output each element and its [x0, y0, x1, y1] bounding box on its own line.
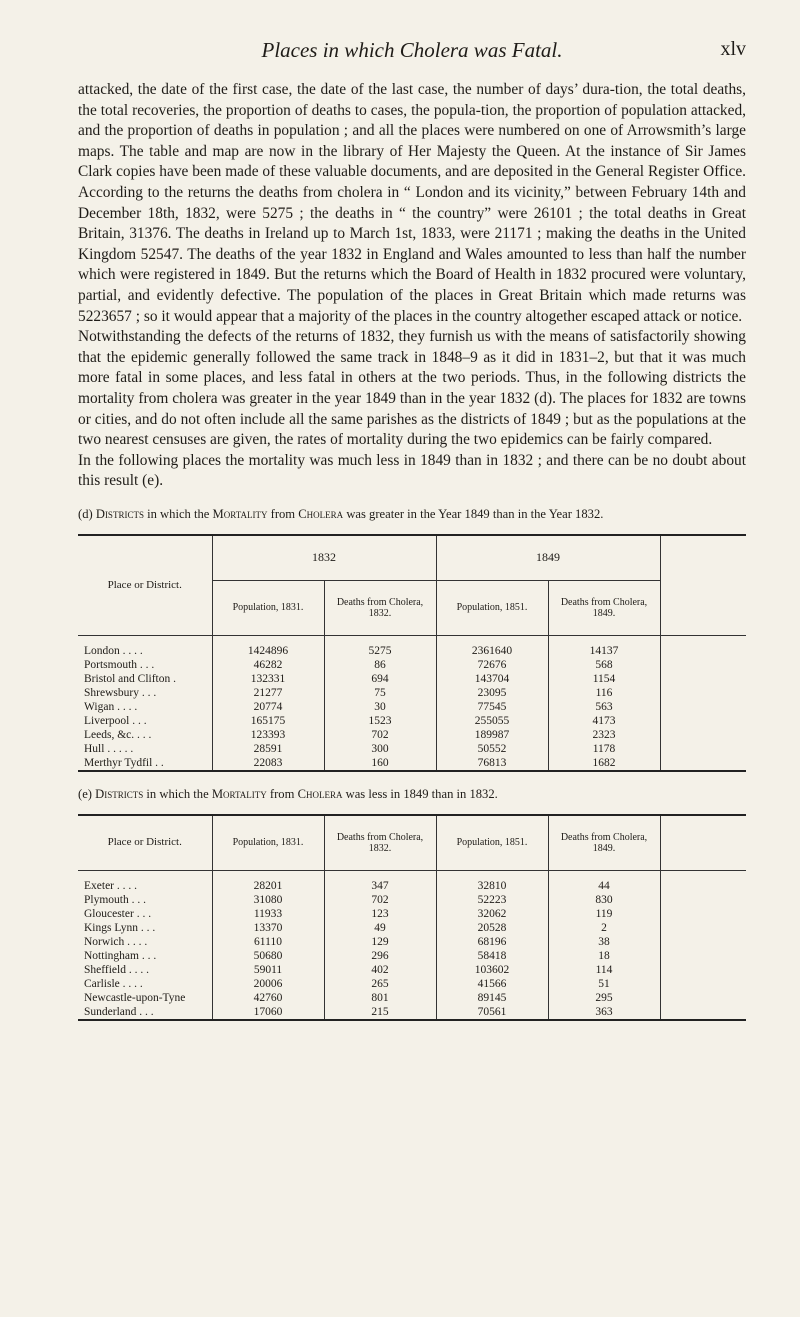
pop-1851-cell: 52223: [436, 893, 548, 907]
paragraph-2: Notwithstanding the defects of the returns of 1832, they furnish us with the means of satisfactorily showing that the epidemic generally followed the same track in 1848–9 as it did in 1831–2, but that it was much more fatal in some places, and less fatal in others at the two periods. Thus, in the following districts the mortality from cholera was greater in the year 1849 than in the year 1832 (d). The places for 1832 are towns or cities, and do not often include all the same parishes as the districts of 1849 ; but as the populations at the two nearest censuses are given, the rates of mortality during the two epidemics can be fairly compared.: [78, 328, 746, 449]
pop-1831-cell: 28201: [212, 879, 324, 893]
table-row: [78, 742, 746, 756]
caption-tail: was greater in the Year 1849 than in the Year 1832.: [346, 506, 604, 521]
pop-1831-cell: 61110: [212, 935, 324, 949]
spacer-cell: [78, 635, 212, 644]
table-e-body: [78, 870, 746, 1020]
header-pop-1851: Population, 1851.: [436, 580, 548, 635]
table-row: [78, 756, 746, 771]
table-d-body: [78, 635, 746, 771]
table-row: [78, 672, 746, 686]
spacer-cell: [548, 635, 660, 644]
pop-1851-cell: 32062: [436, 907, 548, 921]
header-deaths-1832: Deaths from Cholera, 1832.: [324, 815, 436, 871]
blank-cell: [660, 728, 746, 742]
pop-1851-cell: 20528: [436, 921, 548, 935]
deaths-1849-cell: 14137: [548, 644, 660, 658]
deaths-1849-cell: 295: [548, 991, 660, 1005]
deaths-1832-cell: 801: [324, 991, 436, 1005]
place-cell: Leeds, &c. . . .: [84, 728, 152, 741]
pop-1851-cell: 89145: [436, 991, 548, 1005]
pop-1831-cell: 1424896: [212, 644, 324, 658]
caption-districts: Districts: [95, 786, 144, 801]
spacer-cell: [660, 635, 746, 644]
blank-cell: [660, 672, 746, 686]
place-cell: Kings Lynn . . .: [84, 921, 156, 934]
deaths-1832-cell: 702: [324, 728, 436, 742]
deaths-1832-cell: 694: [324, 672, 436, 686]
table-row: [78, 714, 746, 728]
spacer-cell: [324, 635, 436, 644]
place-cell: Merthyr Tydfil . .: [78, 756, 212, 771]
deaths-1849-cell: 2: [548, 921, 660, 935]
table-row: [78, 991, 746, 1005]
blank-cell: [660, 756, 746, 771]
spacer-cell: [660, 870, 746, 879]
pop-1851-cell: 50552: [436, 742, 548, 756]
header-deaths-1832: Deaths from Cholera, 1832.: [324, 580, 436, 635]
spacer-cell: [548, 870, 660, 879]
pop-1851-cell: 23095: [436, 686, 548, 700]
table-row: [78, 977, 746, 991]
caption-cholera: Cholera: [298, 506, 344, 521]
table-row: [78, 879, 746, 893]
header-deaths-1849: Deaths from Cholera, 1849.: [548, 815, 660, 871]
table-row: [78, 893, 746, 907]
table-row: [78, 658, 746, 672]
header-year-1832: 1832: [212, 535, 436, 581]
place-cell: Bristol and Clifton .: [84, 672, 176, 685]
header-pop-1831: Population, 1831.: [212, 815, 324, 871]
deaths-1849-cell: 119: [548, 907, 660, 921]
table-row: [78, 686, 746, 700]
pop-1851-cell: 103602: [436, 963, 548, 977]
pop-1831-cell: 165175: [212, 714, 324, 728]
place-cell: Norwich . . . .: [84, 935, 148, 948]
place-cell: Sheffield . . . .: [84, 963, 149, 976]
header-blank: [660, 815, 746, 871]
spacer-cell: [212, 870, 324, 879]
caption-districts: Districts: [95, 506, 144, 521]
deaths-1832-cell: 49: [324, 921, 436, 935]
table-row: [78, 949, 746, 963]
header-pop-1851: Population, 1851.: [436, 815, 548, 871]
pop-1831-cell: 50680: [212, 949, 324, 963]
caption-from: from: [270, 506, 296, 521]
pop-1831-cell: 11933: [212, 907, 324, 921]
deaths-1832-cell: 296: [324, 949, 436, 963]
header-place: Place or District.: [78, 815, 212, 871]
table-row: [78, 907, 746, 921]
pop-1851-cell: 70561: [436, 1005, 548, 1020]
table-e: [78, 814, 746, 1021]
place-cell: Newcastle-upon-Tyne: [84, 991, 186, 1004]
deaths-1832-cell: 123: [324, 907, 436, 921]
pop-1831-cell: 31080: [212, 893, 324, 907]
deaths-1832-cell: 5275: [324, 644, 436, 658]
deaths-1849-cell: 116: [548, 686, 660, 700]
pop-1831-cell: 20774: [212, 700, 324, 714]
caption-label: (d): [78, 506, 93, 521]
caption-from: from: [269, 786, 295, 801]
pop-1831-cell: 22083: [212, 756, 324, 771]
place-cell: Plymouth . . .: [84, 893, 146, 906]
pop-1851-cell: 255055: [436, 714, 548, 728]
deaths-1832-cell: 215: [324, 1005, 436, 1020]
blank-cell: [660, 686, 746, 700]
table-row: [78, 644, 746, 658]
deaths-1832-cell: 347: [324, 879, 436, 893]
deaths-1849-cell: 1154: [548, 672, 660, 686]
deaths-1832-cell: 265: [324, 977, 436, 991]
body-text: [78, 80, 746, 492]
blank-cell: [660, 658, 746, 672]
page-number: xlv: [720, 38, 746, 60]
blank-cell: [660, 977, 746, 991]
blank-cell: [660, 935, 746, 949]
deaths-1849-cell: 2323: [548, 728, 660, 742]
deaths-1849-cell: 1178: [548, 742, 660, 756]
blank-cell: [660, 949, 746, 963]
deaths-1832-cell: 702: [324, 893, 436, 907]
table-e-caption: [78, 786, 746, 802]
deaths-1849-cell: 568: [548, 658, 660, 672]
place-cell: Shrewsbury . . .: [84, 686, 157, 699]
table-row: [78, 728, 746, 742]
table-row: [78, 921, 746, 935]
deaths-1849-cell: 1682: [548, 756, 660, 771]
blank-cell: [660, 879, 746, 893]
pop-1831-cell: 20006: [212, 977, 324, 991]
pop-1851-cell: 72676: [436, 658, 548, 672]
pop-1851-cell: 68196: [436, 935, 548, 949]
deaths-1849-cell: 363: [548, 1005, 660, 1020]
place-cell: London . . . .: [84, 644, 143, 657]
pop-1831-cell: 123393: [212, 728, 324, 742]
deaths-1832-cell: 30: [324, 700, 436, 714]
deaths-1849-cell: 830: [548, 893, 660, 907]
blank-cell: [660, 700, 746, 714]
deaths-1832-cell: 300: [324, 742, 436, 756]
spacer-cell: [324, 870, 436, 879]
place-cell: Wigan . . . .: [84, 700, 138, 713]
deaths-1832-cell: 160: [324, 756, 436, 771]
header-pop-1831: Population, 1831.: [212, 580, 324, 635]
caption-mortality: Mortality: [211, 786, 267, 801]
deaths-1849-cell: 44: [548, 879, 660, 893]
table-row: [78, 935, 746, 949]
deaths-1849-cell: 18: [548, 949, 660, 963]
paragraph-1: attacked, the date of the first case, the date of the last case, the number of days’ dura-tion, the total deaths, the total recoveries, the proportion of deaths to cases, the popula-tion, the proportion of population attacked, and the proportion of deaths in population ; and all the places were numbered on one of Arrowsmith’s large maps. The table and map are now in the library of Her Majesty the Queen. At the instance of Sir James Clark copies have been made of these valuable documents, and are deposited in the General Register Office. According to the returns the deaths from cholera in “ London and its vicinity,” between February 14th and December 18th, 1832, were 5275 ; the deaths in “ the country” were 26101 ; the total deaths in Great Britain, 31376. The deaths in Ireland up to March 1st, 1833, were 21171 ; making the deaths in the United Kingdom 52547. The deaths of the year 1832 in England and Wales amounted to less than half the number which were registered in 1849. But the returns which the Board of Health in 1832 procured were voluntary, partial, and evidently defective. The population of the places in Great Britain which made returns was 5223657 ; so it would appear that a majority of the places in the country altogether escaped attack or notice.: [78, 81, 746, 325]
running-title: Places in which Cholera was Fatal.: [261, 38, 563, 62]
blank-cell: [660, 921, 746, 935]
pop-1831-cell: 59011: [212, 963, 324, 977]
blank-cell: [660, 893, 746, 907]
pop-1831-cell: 42760: [212, 991, 324, 1005]
spacer-cell: [78, 870, 212, 879]
place-cell: Liverpool . . .: [84, 714, 147, 727]
blank-cell: [660, 644, 746, 658]
pop-1831-cell: 13370: [212, 921, 324, 935]
pop-1851-cell: 32810: [436, 879, 548, 893]
header-blank: [660, 535, 746, 636]
deaths-1832-cell: 129: [324, 935, 436, 949]
deaths-1832-cell: 1523: [324, 714, 436, 728]
caption-mid: in which the: [147, 506, 210, 521]
place-cell: Hull . . . . .: [84, 742, 134, 755]
caption-label: (e): [78, 786, 92, 801]
table-d-caption: [78, 506, 746, 522]
caption-mortality: Mortality: [212, 506, 268, 521]
table-d: [78, 534, 746, 772]
page: [78, 38, 746, 1021]
table-row: [78, 700, 746, 714]
header-deaths-1849: Deaths from Cholera, 1849.: [548, 580, 660, 635]
deaths-1832-cell: 402: [324, 963, 436, 977]
place-cell: Gloucester . . .: [84, 907, 152, 920]
caption-tail: was less in 1849 than in 1832.: [345, 786, 498, 801]
spacer-cell: [212, 635, 324, 644]
pop-1831-cell: 17060: [212, 1005, 324, 1020]
blank-cell: [660, 991, 746, 1005]
spacer-row: [78, 870, 746, 879]
blank-cell: [660, 714, 746, 728]
pop-1831-cell: 28591: [212, 742, 324, 756]
deaths-1849-cell: 38: [548, 935, 660, 949]
pop-1851-cell: 41566: [436, 977, 548, 991]
pop-1851-cell: 189987: [436, 728, 548, 742]
blank-cell: [660, 742, 746, 756]
deaths-1849-cell: 4173: [548, 714, 660, 728]
deaths-1849-cell: 51: [548, 977, 660, 991]
page-header: [78, 38, 746, 68]
pop-1831-cell: 21277: [212, 686, 324, 700]
header-place: Place or District.: [78, 535, 212, 636]
pop-1851-cell: 76813: [436, 756, 548, 771]
place-cell: Nottingham . . .: [84, 949, 157, 962]
place-cell: Portsmouth . . .: [84, 658, 155, 671]
caption-mid: in which the: [146, 786, 209, 801]
deaths-1849-cell: 114: [548, 963, 660, 977]
place-cell: Sunderland . . .: [78, 1005, 212, 1020]
header-year-1849: 1849: [436, 535, 660, 581]
blank-cell: [660, 1005, 746, 1020]
spacer-cell: [436, 870, 548, 879]
pop-1831-cell: 132331: [212, 672, 324, 686]
place-cell: Carlisle . . . .: [84, 977, 143, 990]
caption-cholera: Cholera: [297, 786, 343, 801]
pop-1851-cell: 143704: [436, 672, 548, 686]
deaths-1832-cell: 75: [324, 686, 436, 700]
blank-cell: [660, 963, 746, 977]
blank-cell: [660, 907, 746, 921]
pop-1831-cell: 46282: [212, 658, 324, 672]
place-cell: Exeter . . . .: [84, 879, 138, 892]
pop-1851-cell: 2361640: [436, 644, 548, 658]
deaths-1849-cell: 563: [548, 700, 660, 714]
pop-1851-cell: 77545: [436, 700, 548, 714]
table-row: [78, 963, 746, 977]
deaths-1832-cell: 86: [324, 658, 436, 672]
pop-1851-cell: 58418: [436, 949, 548, 963]
spacer-row: [78, 635, 746, 644]
paragraph-3: In the following places the mortality was much less in 1849 than in 1832 ; and there can be no doubt about this result (e).: [78, 451, 746, 490]
spacer-cell: [436, 635, 548, 644]
table-row: [78, 1005, 746, 1020]
